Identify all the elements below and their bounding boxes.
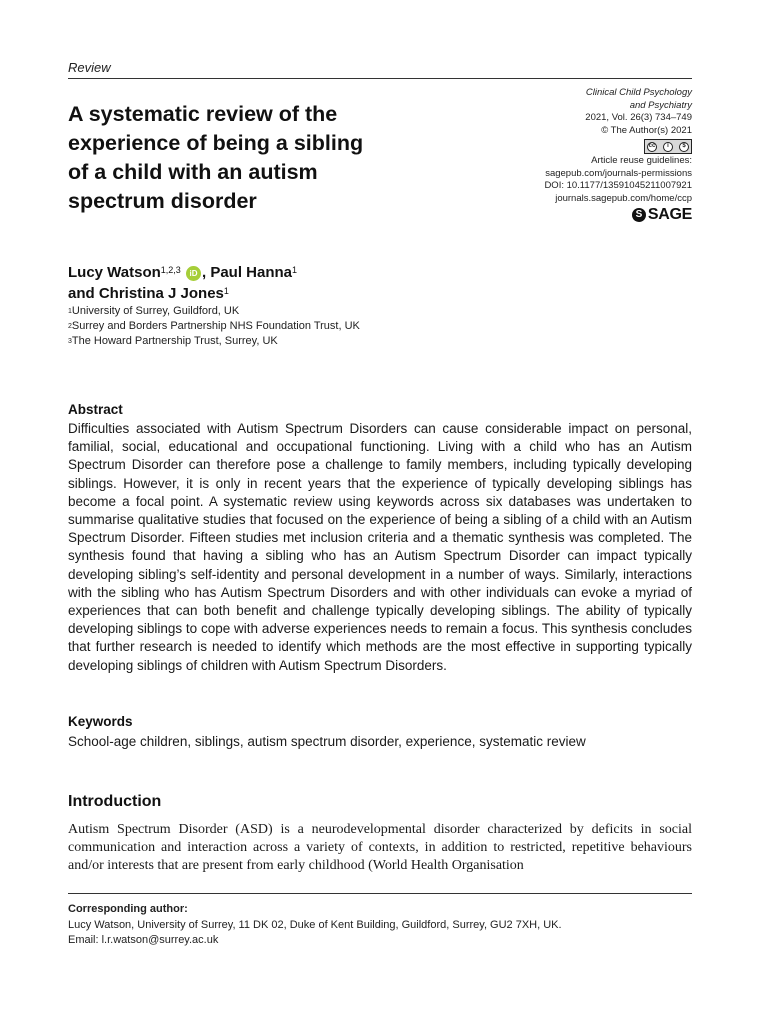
author-name: Lucy Watson bbox=[68, 264, 161, 281]
journal-home-link[interactable]: journals.sagepub.com/home/ccp bbox=[555, 192, 692, 204]
title-line: of a child with an autism bbox=[68, 160, 318, 184]
keywords-heading: Keywords bbox=[68, 714, 133, 729]
title-line: spectrum disorder bbox=[68, 189, 257, 213]
nc-icon: $ bbox=[679, 142, 689, 152]
author-name: and Christina J Jones bbox=[68, 285, 224, 302]
doi-link[interactable]: DOI: 10.1177/13591045211007921 bbox=[544, 180, 692, 191]
author-affiliation-ref: 1,2,3 bbox=[160, 265, 181, 275]
sage-logo bbox=[632, 205, 692, 223]
cc-icon: cc bbox=[647, 142, 657, 152]
section-label: Review bbox=[68, 60, 111, 75]
sage-swirl-icon: S bbox=[632, 208, 646, 222]
affiliation-item: $^2$Surrey and Borders Partnership NHS Foundation Trust, UK bbox=[68, 320, 360, 332]
journal-volume: 2021, Vol. 26(3) 734–749 bbox=[585, 112, 692, 123]
by-icon: i bbox=[663, 142, 673, 152]
keywords-text: School-age children, siblings, autism spectrum disorder, experience, systematic review bbox=[68, 734, 586, 749]
journal-name-cont: and Psychiatry bbox=[629, 99, 692, 111]
reuse-link[interactable]: sagepub.com/journals-permissions bbox=[545, 167, 692, 179]
title-line: experience of being a sibling bbox=[68, 131, 364, 155]
copyright-notice: © The Author(s) 2021 bbox=[601, 124, 692, 136]
affiliation-item: $^1$University of Surrey, Guildford, UK bbox=[68, 305, 240, 317]
author-list bbox=[68, 262, 668, 304]
corresponding-author-note bbox=[68, 902, 692, 949]
footnote-email[interactable]: Email: l.r.watson@surrey.ac.uk bbox=[68, 934, 219, 946]
author-affiliation-ref: 1 bbox=[292, 265, 298, 275]
orcid-icon[interactable]: iD bbox=[186, 266, 201, 281]
publisher-name: SAGE bbox=[647, 205, 692, 223]
author-affiliation-ref: 1 bbox=[223, 286, 229, 296]
title-line: A systematic review of the bbox=[68, 102, 338, 126]
abstract-text: Difficulties associated with Autism Spectrum Disorders can cause considerable impact on personal, familial, social, educational and occupational functioning. Living with a child who has an Autism Spectrum Disorder can therefore pose a challenge to family members, including typically developing siblings. However, it is only in recent years that the experience of typically developing siblings has become a focal point. A systematic review using keywords across six databases was undertaken to summarise qualitative studies that focused on the experience of being a sibling of a child with an Autism Spectrum Disorder. Fifteen studies met inclusion criteria and a thematic synthesis was completed. The synthesis found that having a sibling who has an Autism Spectrum Disorder can impact typically developing sibling’s self-identity and personal development in a number of ways. Similarly, interactions with the sibling who has Autism Spectrum Disorders and with other individuals can evoke a myriad of experiences that can both benefit and challenge typically developing siblings. The ability of typically developing siblings to cope with adverse experiences needs to remain a focus. This synthesis concludes that further research is needed to identify which methods are the most effective in supporting typically developing siblings of children with Autism Spectrum Disorders. bbox=[68, 421, 692, 673]
footnote-heading: Corresponding author: bbox=[68, 903, 188, 915]
creative-commons-badge[interactable] bbox=[644, 139, 692, 154]
reuse-label: Article reuse guidelines: bbox=[591, 155, 692, 166]
footnote-address: Lucy Watson, University of Surrey, 11 DK 02, Duke of Kent Building, Guildford, Surrey, GU2 7XH, UK. bbox=[68, 918, 562, 931]
abstract-heading: Abstract bbox=[68, 402, 123, 417]
footnote-rule bbox=[68, 893, 692, 894]
journal-info bbox=[462, 87, 692, 222]
article-title bbox=[68, 100, 428, 216]
affiliation-list bbox=[68, 304, 668, 349]
affiliation-item: $^3$The Howard Partnership Trust, Surrey, UK bbox=[68, 335, 278, 347]
introduction-text: Autism Spectrum Disorder (ASD) is a neurodevelopmental disorder characterized by deficits in social communication and interaction across a variety of contexts, in addition to restricted, repetitive behaviours and/or interests that are present from early childhood (World Health Organisation bbox=[68, 822, 692, 873]
journal-name: Clinical Child Psychology bbox=[585, 87, 692, 98]
header-rule bbox=[68, 78, 692, 79]
author-name: , Paul Hanna bbox=[202, 264, 293, 281]
introduction-heading: Introduction bbox=[68, 793, 162, 810]
